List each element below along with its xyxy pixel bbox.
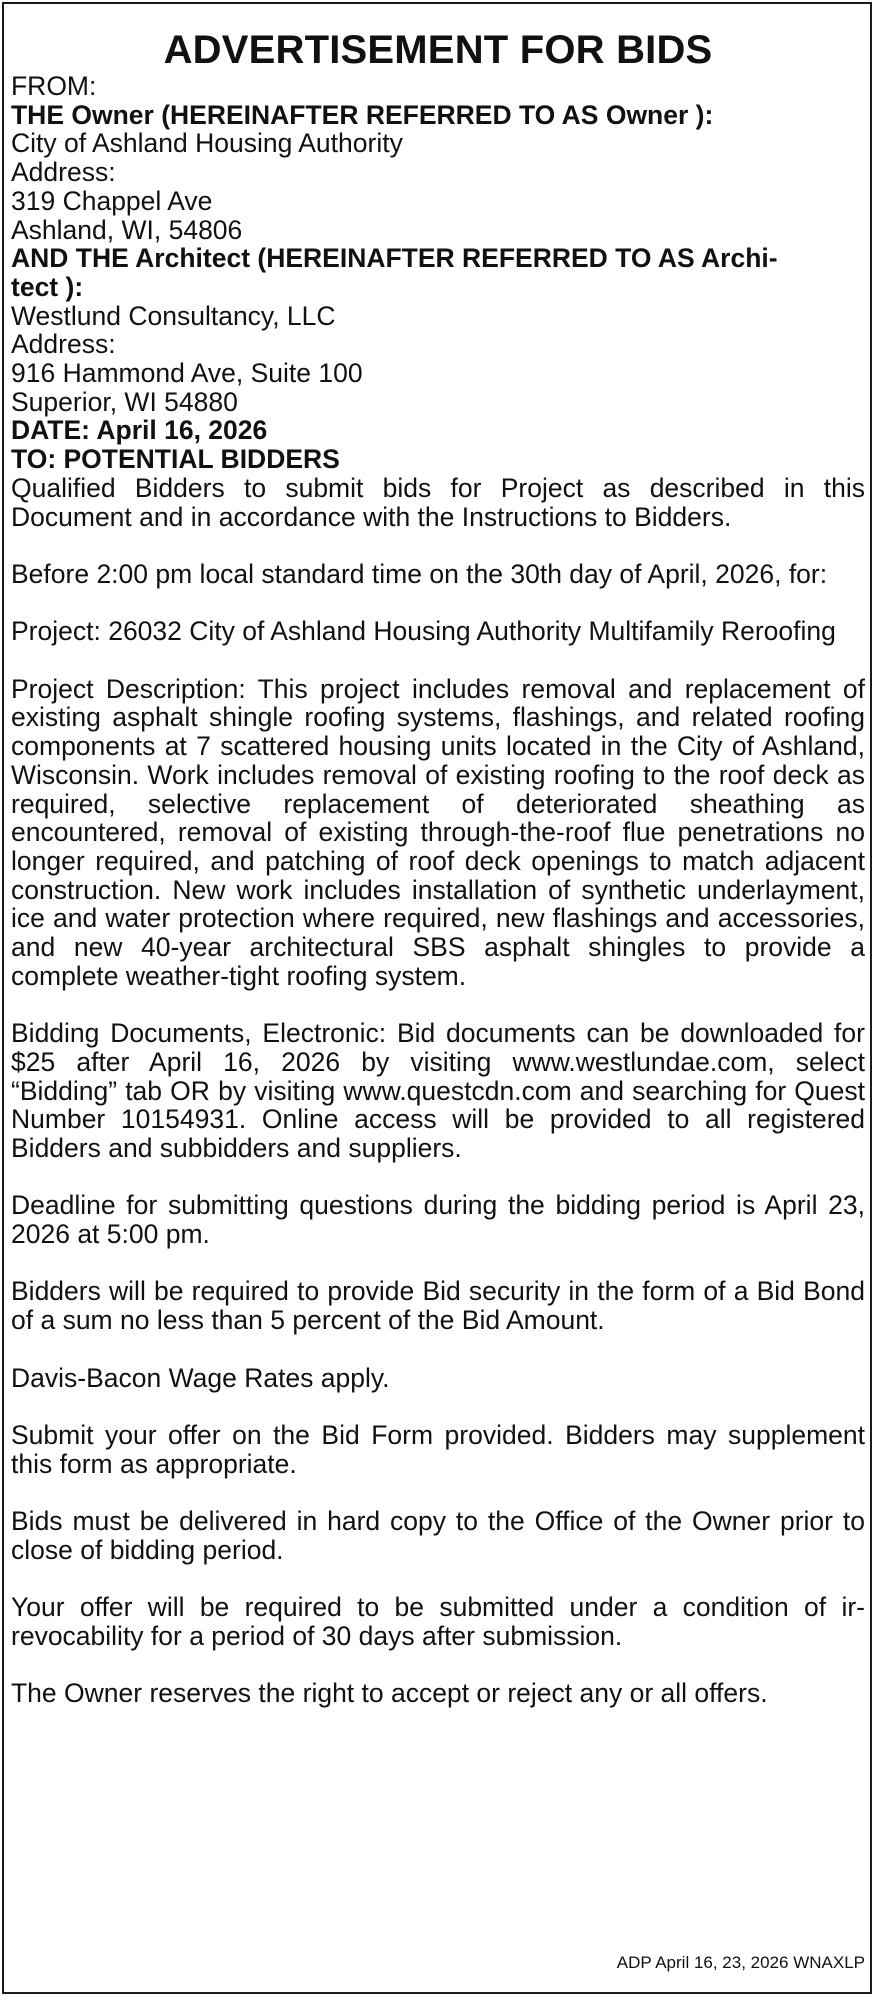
spacer	[11, 589, 865, 618]
spacer	[11, 1392, 865, 1421]
bid-security-paragraph: Bidders will be required to provide Bid security in the form of a Bid Bond of a sum no less than 5 percent of the Bid Amount.	[11, 1276, 865, 1336]
questions-deadline-paragraph: Deadline for submitting questions during the bidding period is April 23, 2026 at 5:00 pm.	[11, 1190, 865, 1250]
project-paragraph: Project: 26032 City of Ashland Housing Authority Multifamily Reroofing	[11, 616, 836, 647]
notice-date: DATE: April 16, 2026	[11, 415, 268, 446]
owner-address-label: Address:	[11, 157, 116, 188]
wage-rates-paragraph: Davis-Bacon Wage Rates apply.	[11, 1362, 390, 1393]
bidding-documents-paragraph: Bidding Documents, Electronic: Bid documents can be downloaded for $25 after April 16, 2026 by visiting www.westlundae.com, select “Bidding” tab OR by visiting www.questcdn.com and searching for Quest Number 10154931. Online access will be provided to all registered Bidders and subbidders and suppliers.	[11, 1018, 865, 1163]
intro-paragraph: Qualified Bidders to submit bids for Project as described in this Document and in accordance with the Instructions to Bidders.	[11, 472, 865, 532]
spacer	[11, 1478, 865, 1507]
architect-heading-line2: tect ):	[11, 271, 84, 302]
architect-address-label: Address:	[11, 329, 116, 360]
ad-publication-reference: ADP April 16, 23, 2026 WNAXLP	[616, 1953, 865, 1972]
notice-title: ADVERTISEMENT FOR BIDS	[163, 28, 713, 72]
spacer	[11, 990, 865, 1019]
spacer	[11, 1335, 865, 1364]
deadline-paragraph: Before 2:00 pm local standard time on the 30th day of April, 2026, for:	[11, 558, 828, 589]
notice-body	[11, 28, 865, 1708]
spacer	[11, 1564, 865, 1593]
spacer	[11, 531, 865, 560]
owner-address-line2: Ashland, WI, 54806	[11, 214, 243, 245]
spacer	[11, 1651, 865, 1680]
owner-rights-paragraph: The Owner reserves the right to accept or reject any or all offers.	[11, 1678, 768, 1709]
owner-address-line1: 319 Chappel Ave	[11, 185, 213, 216]
architect-name: Westlund Consultancy, LLC	[11, 300, 336, 331]
owner-name: City of Ashland Housing Authority	[11, 128, 403, 159]
project-description-paragraph: Project Description: This project includes removal and replacement of existing asphalt shingle roofing systems, flashings, and related roofing components at 7 scattered housing units located in the City of Ashland, Wisconsin. Work includes removal of existing roofing to the roof deck as required, selective replacement of deteriorated sheathing as encountered, removal of existing through-the-roof flue penetrations no longer required, and patching of roof deck openings to match adjacent construction. New work includes installation of synthetic underlayment, ice and water protection where required, new flashings and accessories, and new 40-year architectural SBS asphalt shingles to provide a complete weather-tight roofing system.	[11, 673, 865, 991]
delivery-paragraph: Bids must be delivered in hard copy to the Office of the Owner prior to close of bidding period.	[11, 1506, 865, 1565]
from-label: FROM:	[11, 71, 97, 101]
owner-heading: THE Owner (HEREINAFTER REFERRED TO AS Owner ):	[11, 99, 714, 130]
bid-form-paragraph: Submit your offer on the Bid Form provided. Bidders may supplement this form as appropriate.	[11, 1419, 865, 1479]
architect-heading-line1: AND THE Architect (HEREINAFTER REFERRED TO AS Archi-	[11, 243, 778, 274]
irrevocability-paragraph: Your offer will be required to be submitted under a condition of irrevocability for a period of 30 days after submission.	[11, 1592, 865, 1651]
spacer	[11, 646, 865, 675]
notice-recipient: TO: POTENTIAL BIDDERS	[11, 444, 340, 475]
spacer	[11, 1163, 865, 1192]
architect-address-line1: 916 Hammond Ave, Suite 100	[11, 358, 363, 389]
spacer	[11, 1249, 865, 1278]
architect-address-line2: Superior, WI 54880	[11, 386, 238, 417]
